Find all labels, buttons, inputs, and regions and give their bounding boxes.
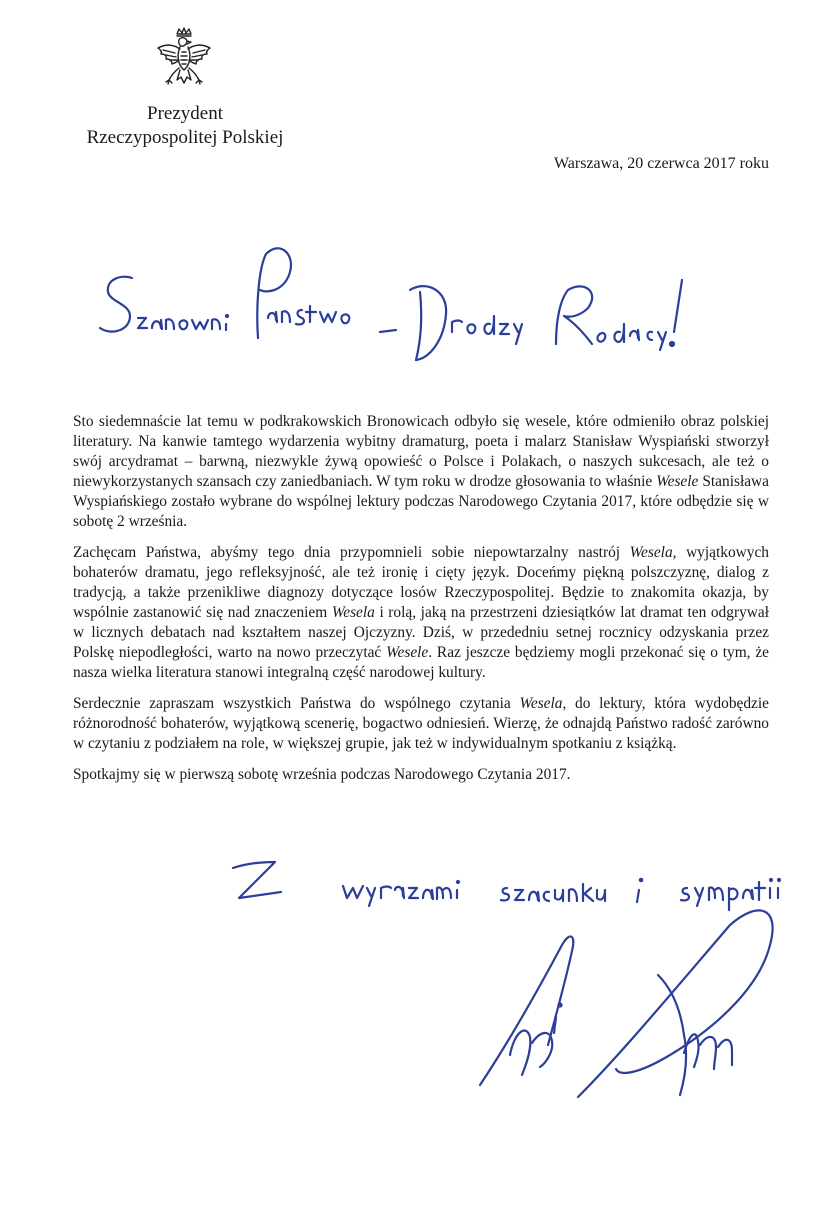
paragraph-1: Sto siedemnaście lat temu w podkrakowskich Bronowicach odbyło się wesele, które odmieniło obraz polskiej literatury. Na kanwie tamtego wydarzenia wybitny dramaturg, poeta i malarz Stanisław Wyspiański stworzył swój arcydramat – barwną, niezwykle żywą opowieść o Polsce i Polakach, o naszych sukcesach, ale też o niewykorzystanych szansach czy zaniedbaniach. W tym roku w drodze głosowania to właśnie Wesele Stanisława Wyspiańskiego zostało wybrane do wspólnej lektury podczas Narodowego Czytania 2017, które odbędzie się w sobotę 2 września. [73,413,770,530]
paragraph-3: Serdecznie zapraszam wszystkich Państwa do wspólnego czytania Wesela, do lektury, która wydobędzie różnorodność bohaterów, wyjątkową scenerię, bogactwo odniesień. Wierzę, że odnajdą Państwo radość zarówno w czytaniu z podziałem na role, w większej grupie, jak też w indywidualnym spotkaniu z książką. [73,695,769,752]
letter-date: Warszawa, 20 czerwca 2017 roku [553,155,769,172]
title-wesele: Wesele [386,644,429,661]
title-wesela: Wesela [629,544,673,561]
letter-body [73,412,769,796]
title-wesela: Wesela [519,695,563,712]
paragraph-2: Zachęcam Państwa, abyśmy tego dnia przypomnieli sobie niepowtarzalny nastrój Wesela, wyjątkowych bohaterów dramatu, jego refleksyjność, ale też ironię i cięty język. Doceńmy piękną polszczyznę, dialog z tradycją, a także przenikliwe diagnozy dotyczące losów Rzeczypospolitej. Będzie to znakomita okazja, by wspólnie zastanowić się nad znaczeniem Wesela i rolą, jaką na przestrzeni dziesiątków lat dramat ten odgrywał w licznych debatach nad kształtem naszej Ojczyzny. Dziś, w przededniu setnej rocznicy odzyskania przez Polskę niepodległości, warto na nowo przeczytać Wesele. Raz jeszcze będziemy mogli przekonać się o tym, że nasza wielka literatura stanowi integralną część narodowej kultury. [73,544,769,681]
office-title [40,102,330,150]
paragraph-4: Spotkajmy się w pierwszą sobotę września podczas Narodowego Czytania 2017. [73,766,571,783]
title-wesela: Wesela [331,604,375,621]
office-line-1: Prezydent [147,103,223,124]
signature [470,905,790,1105]
title-wesele: Wesele [656,473,699,490]
eagle-emblem-icon [153,26,215,96]
handwritten-greeting [90,240,690,370]
office-line-2: Rzeczypospolitej Polskiej [86,127,284,148]
